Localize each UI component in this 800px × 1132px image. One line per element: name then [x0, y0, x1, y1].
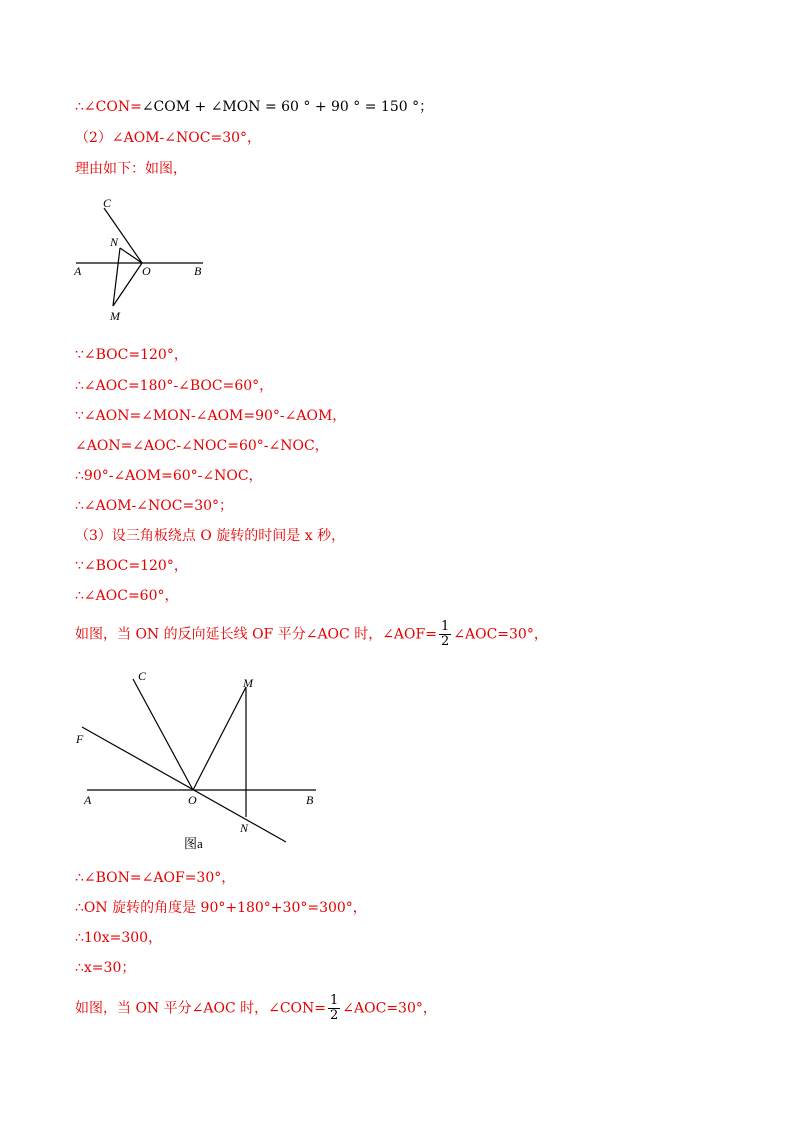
fraction-half: $\frac{1}{2}$: [330, 993, 339, 1023]
label-b: B: [306, 793, 314, 807]
text-line-4: ∵∠BOC=120°，: [75, 347, 188, 363]
figure-caption: 图a: [184, 836, 203, 851]
text-line-6: ∵∠AON=∠MON-∠AOM=90°-∠AOM，: [75, 408, 347, 424]
text-line-12: ∴∠AOC=60°，: [75, 588, 179, 604]
text-line-7: ∠AON=∠AOC-∠NOC=60°-∠NOC，: [75, 438, 329, 454]
label-m: M: [110, 309, 120, 323]
text-line-5: ∴∠AOC=180°-∠BOC=60°，: [75, 378, 274, 394]
label-o: O: [188, 793, 197, 807]
black-equation: ∠COM + ∠MON = 60 ° + 90 ° = 150 °；: [141, 99, 434, 115]
text-line-9: ∴∠AOM-∠NOC=30°；: [75, 498, 234, 514]
label-n: N: [240, 821, 249, 835]
text-line-14: ∴∠BON=∠AOF=30°，: [75, 870, 236, 886]
label-c: C: [103, 196, 112, 210]
text-line-18: 如图，当 ON 平分∠AOC 时，∠CON= $\frac{1}{2}$ ∠AOC=30°，: [75, 993, 437, 1023]
line-fn: [82, 727, 286, 842]
label-f: F: [76, 732, 84, 746]
line-on: [120, 248, 142, 263]
text-line-8: ∴90°-∠AOM=60°-∠NOC，: [75, 468, 263, 484]
text-line-17: ∴x=30；: [75, 960, 136, 976]
text-line-3: 理由如下：如图，: [75, 161, 187, 177]
text-line-15: ∴ON 旋转的角度是 90°+180°+30°=300°，: [75, 900, 367, 916]
line-om: [193, 687, 246, 790]
label-c: C: [138, 669, 147, 683]
label-n: N: [110, 235, 119, 249]
text-line-13: 如图，当 ON 的反向延长线 OF 平分∠AOC 时，∠AOF= $\frac{1}{2}$ ∠AOC=30°，: [75, 619, 548, 649]
text-line-2: （2）∠AOM-∠NOC=30°，: [75, 130, 262, 146]
label-o: O: [142, 264, 151, 278]
figure-1-diagram: [70, 193, 210, 323]
label-b: B: [194, 264, 202, 278]
label-a: A: [84, 793, 92, 807]
figure-2-diagram: [70, 662, 330, 862]
text-line-16: ∴10x=300，: [75, 930, 163, 946]
text-line-11: ∵∠BOC=120°，: [75, 558, 188, 574]
text-line-10: （3）设三角板绕点 O 旋转的时间是 x 秒，: [75, 528, 346, 544]
label-m: M: [243, 676, 253, 690]
label-a: A: [74, 264, 82, 278]
text-line-1: ∴∠CON=∠COM + ∠MON = 60 ° + 90 ° = 150 °；: [75, 99, 434, 115]
fraction-half: $\frac{1}{2}$: [440, 619, 450, 649]
